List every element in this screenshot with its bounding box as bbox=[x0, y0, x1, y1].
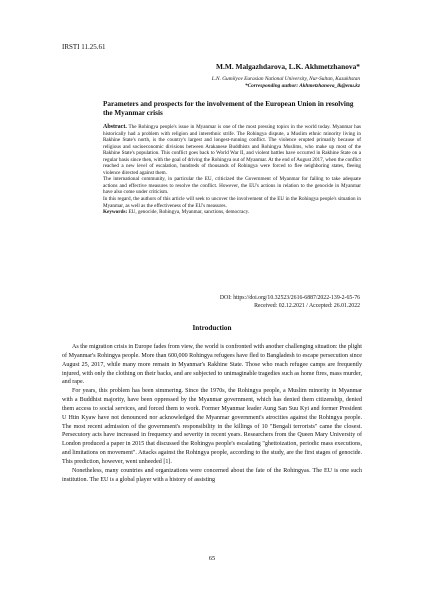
doi-block bbox=[220, 295, 360, 310]
article-title: Parameters and prospects for the involvement of the European Union in resolving the Myanmar crisis bbox=[103, 100, 354, 117]
introduction-heading: Introduction bbox=[192, 324, 232, 332]
abstract-paragraph-1 bbox=[103, 124, 361, 176]
abstract-text-1: The Rohingya people's issue in Myanmar is one of the most pressing topics in the world today. Myanmar has historically had a problem with religion and interethnic strife. The Rohingya dispute, a Muslim ethnic minority living in Rakhine State's north, is the country's largest and longest-running conflict. The violence erupted primarily because of religious and socioeconomic divisions between Arakanese Buddhists and Rohingya Muslims, who make up most of the Rakhine State's population. This conflict goes back to World War II, and violent battles have occurred in Rakhine State on a regular basis since then, with the goal of driving the Rohingya out of Myanmar. At the end of August 2017, when the conflict reached a new level of escalation, hundreds of thousands of Rohingya were forced to flee neighboring states, fleeing violence directed against them. bbox=[103, 124, 361, 176]
keywords-label: Keywords: bbox=[103, 209, 128, 216]
introduction-body bbox=[62, 343, 362, 485]
affiliation-block bbox=[212, 76, 360, 90]
irsti-code: IRSTI 11.25.61 bbox=[62, 43, 106, 51]
affiliation: L.N. Gumilyov Eurasian National University, Nur-Sultan, Kazakhstan bbox=[211, 76, 360, 82]
abstract bbox=[103, 124, 361, 216]
corresponding-author: *Corresponding author: Akhmetzhanova_lk@enu.kz bbox=[244, 82, 360, 89]
intro-paragraph-1: As the migration crisis in Europe fades from view, the world is confronted with another challenging situation: the plight of Myanmar's Rohingya people. More than 600,000 Rohingya refugees have fled to Bangladesh to escape persecution since August 25, 2017, while many more remain in Myanmar's Rakhine State. Those who reach refugee camps are frequently injured, with only the clothing on their backs, and are subjected to unimaginable tragedies such as home fires, mass murder, and rape. bbox=[62, 344, 362, 386]
intro-paragraph-2: For years, this problem has been simmering. Since the 1970s, the Rohingya people, a Muslim minority in Myanmar with a Buddhist majority, have been oppressed by the Myanmar government, which has denied them citizenship, denied them access to social services, and forced them to work. Former Myanmar leader Aung San Suu Kyi and former President U Htin Kyaw have not denounced nor acknowledged the Myanmar government's atrocities against the Rohingya people. The most recent admission of the government's responsibility in the killings of 10 "Bengali terrorists" came the closest. Persecutory acts have increased in frequency and severity in recent years. Researchers from the Queen Mary University of London produced a paper in 2015 that discussed the Rohingya people's escalating "ghettoization, periodic mass executions, and limitations on movement". Attacks against the Rohingya people, according to the study, are the first stages of genocide. This prediction, however, went unheeded [1]. bbox=[62, 388, 362, 465]
keywords-text: EU, genocide, Rohingya, Myanmar, sanctions, democracy. bbox=[128, 209, 250, 216]
abstract-paragraph-3: In this regard, the authors of this article will seek to uncover the involvement of the EU in the Rohingya people's situation in Myanmar, as well as the effectiveness of the EU's measures. bbox=[103, 196, 361, 209]
abstract-paragraph-2: The international community, in particular the EU, criticized the Government of Myanmar for failing to take adequate actions and effective measures to resolve the conflict. However, the EU's actions in relation to the genocide in Myanmar have also come under criticism. bbox=[103, 176, 361, 196]
received-accepted-dates: Received: 02.12.2021 / Accepted: 26.01.2022 bbox=[254, 302, 360, 309]
abstract-label: Abstract. bbox=[103, 124, 127, 130]
page-number: 65 bbox=[208, 555, 216, 562]
intro-paragraph-3: Nonetheless, many countries and organizations were concerned about the fate of the Rohingyas. The EU is one such institution. The EU is a global player with a history of assisting bbox=[62, 467, 362, 483]
keywords bbox=[103, 209, 361, 216]
doi-link[interactable]: DOI: https://doi.org/10.32523/2616-6887/2022-139-2-65-76 bbox=[219, 295, 360, 301]
authors: M.M. Malgazhdarova, L.K. Akhmetzhanova* bbox=[216, 62, 360, 71]
